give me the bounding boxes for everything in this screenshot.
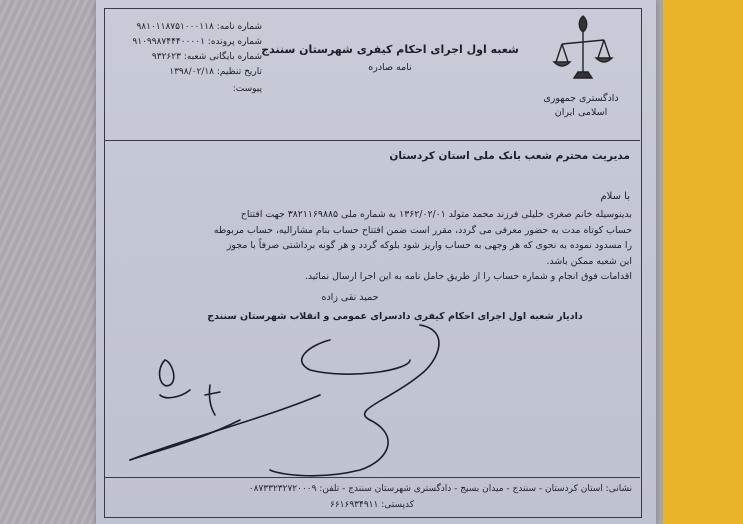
greeting: با سلام (600, 191, 630, 202)
judiciary-emblem-icon (548, 10, 618, 88)
background-yellow (663, 0, 743, 524)
body-line: بدینوسیله خانم صغری خلیلی فرزند محمد متولد ۱۳۶۲/۰۲/۰۱ به شماره ملی ۳۸۲۱۱۶۹۸۸۵ جهت افتتاح (240, 209, 632, 220)
body-line: را مسدود نموده به نحوی که هر وجهی به حساب واریز شود بلوکه گردد و هر گونه برداشتی صرفاً با مجوز (226, 240, 632, 251)
case-number: شماره پرونده: ۹۱۰۹۹۸۷۴۴۴۰۰۰۰۱ (132, 37, 262, 47)
letter-body (118, 207, 632, 285)
body-line: اقدامات فوق انجام و شماره حساب را از طریق حامل نامه به این اجرا ارسال نمائید. (304, 271, 632, 282)
body-line: این شعبه ممکن باشد. (546, 255, 632, 267)
recipient: مدیریت محترم شعب بانک ملی استان کردستان (389, 150, 630, 162)
signer-name: حمید نقی زاده (321, 292, 379, 303)
handwritten-signature-icon (120, 300, 480, 500)
branch-title: شعبه اول اجرای احکام کیفری شهرستان سنندج (261, 43, 519, 56)
signer-title: دادیار شعبه اول اجرای احکام کیفری دادسرای عمومی و انقلاب شهرستان سنندج (207, 311, 583, 322)
emblem-caption (535, 92, 627, 120)
emblem-caption-line1: دادگستری جمهوری (543, 93, 619, 104)
document-type: نامه صادره (368, 62, 412, 73)
footer-postal-code: کدپستی: ۶۶۱۶۹۳۴۹۱۱ (330, 500, 414, 510)
letter-number: شماره نامه: ۹۸۱۰۱۱۸۷۵۱۰۰۰۱۱۸ (136, 22, 262, 32)
footer-address: نشانی: استان کردستان - سنندج - میدان بسیج - دادگستری شهرستان سنندج - تلفن: ۰۸۷۳۳۲۳۲۷۲۰۰۰۹ (248, 484, 632, 494)
header-divider (104, 140, 640, 141)
archive-number: شماره بایگانی شعبه: ۹۳۲۶۲۳ (151, 52, 262, 62)
attachment-label: پیوست: (232, 84, 262, 94)
issue-date: تاریخ تنظیم: ۱۳۹۸/۰۲/۱۸ (169, 67, 262, 77)
body-line: حساب کوتاه مدت به حضور معرفی می گردد، مقرر است ضمن افتتاح حساب بنام مشارالیه، حساب مربوطه (213, 224, 632, 236)
emblem-caption-line2: اسلامی ایران (554, 107, 608, 118)
background-fabric (0, 0, 110, 524)
